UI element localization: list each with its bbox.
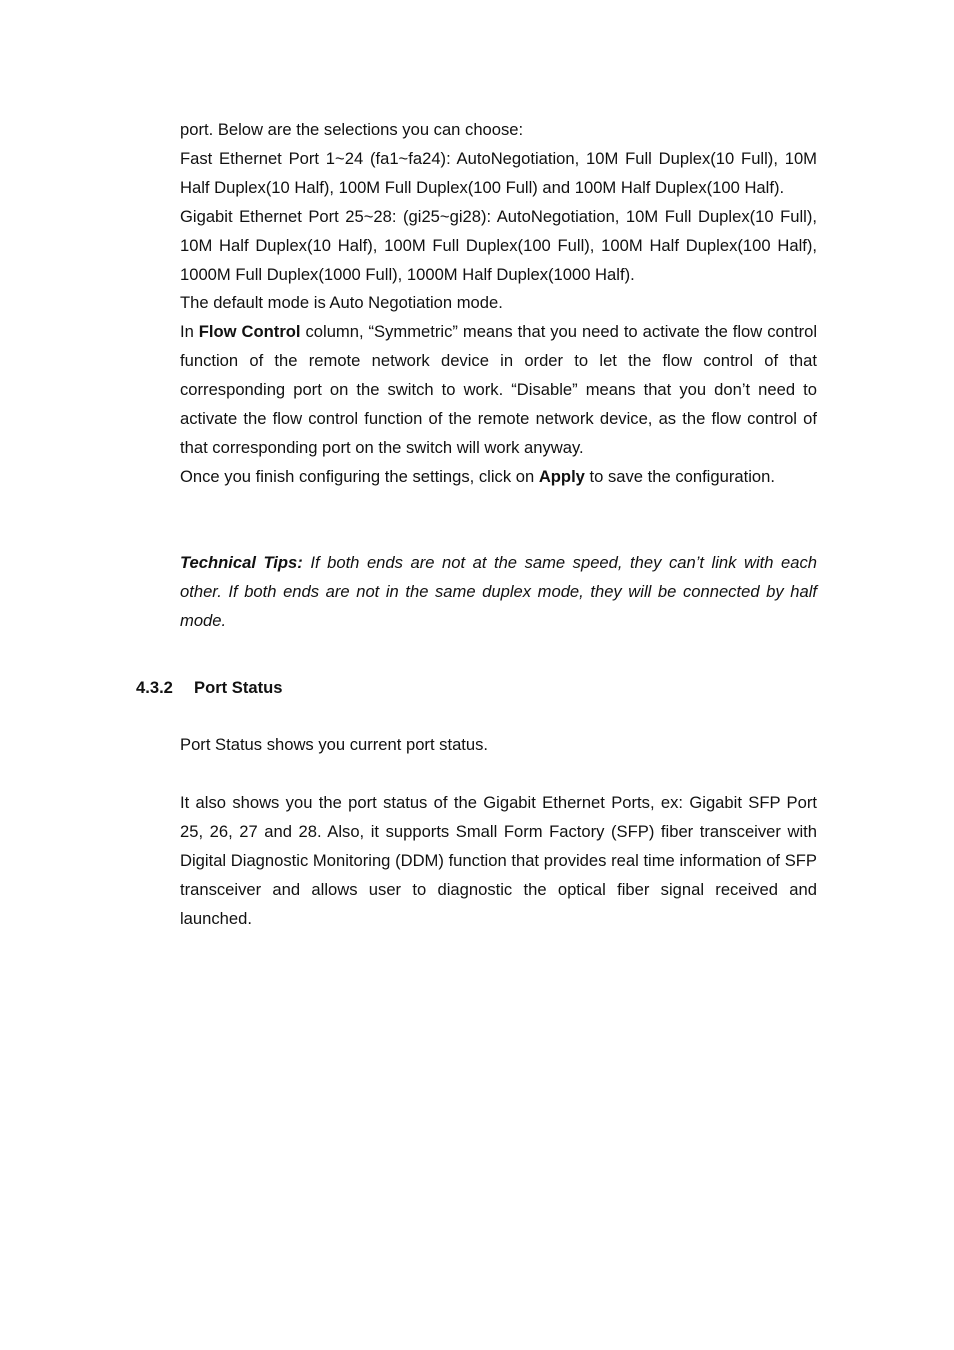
gigabit-ethernet-options: Gigabit Ethernet Port 25~28: (gi25~gi28): AutoNegotiation, 10M Full Duplex(10 Full), 10M Half Duplex(10 Half), 100M Full Duplex(100 Full), 100M Half Duplex(100 Half), 1000M Full Duplex(1000 Full), 1000M Half Duplex(1000 Half). <box>180 206 817 284</box>
technical-tips-paragraph <box>180 549 817 636</box>
section-heading <box>136 674 283 703</box>
apply-paragraph <box>180 463 817 492</box>
port-status-intro <box>180 731 817 760</box>
fast-ethernet-options: Fast Ethernet Port 1~24 (fa1~fa24): AutoNegotiation, 10M Full Duplex(10 Full), 10M Half Duplex(10 Half), 100M Full Duplex(100 Full) and 100M Half Duplex(100 Half). <box>180 148 817 197</box>
port-status-detail-text: It also shows you the port status of the Gigabit Ethernet Ports, ex: Gigabit SFP Port 25, 26, 27 and 28. Also, it supports Small Form Factory (SFP) fiber transceiver with Digital Diagnostic Monitoring (DDM) function that provides real time information of SFP transceiver and allows user to diagnostic the optical fiber signal received and launched. <box>180 793 817 928</box>
port-status-intro-text: Port Status shows you current port status. <box>180 735 489 754</box>
apply-term: Apply <box>538 466 585 486</box>
apply-suffix: to save the configuration. <box>584 466 775 486</box>
intro-line: port. Below are the selections you can choose: <box>180 120 524 139</box>
section-number: 4.3.2 <box>136 678 173 697</box>
default-mode-note: The default mode is Auto Negotiation mode. <box>180 293 503 313</box>
flow-control-prefix: In <box>180 322 199 342</box>
apply-prefix: Once you finish configuring the settings, click on <box>180 466 539 486</box>
technical-tips <box>180 549 817 636</box>
port-status-detail <box>180 789 817 934</box>
flow-control-term: Flow Control <box>198 322 301 342</box>
section-title: Port Status <box>194 678 283 697</box>
technical-tips-label: Technical Tips: <box>180 553 303 572</box>
flow-control-paragraph <box>180 318 817 463</box>
port-mode-description <box>180 116 817 492</box>
flow-control-text: column, “Symmetric” means that you need to activate the flow control function of the remote network device in order to let the flow control of that corresponding port on the switch to work. “Disable” means that you don’t need to activate the flow control function of the remote network device, as the flow control of that corresponding port on the switch will work anyway. <box>180 322 818 457</box>
technical-tips-text: If both ends are not at the same speed, they can’t link with each other. If both ends are not in the same duplex mode, they will be connected by half mode. <box>180 553 817 630</box>
